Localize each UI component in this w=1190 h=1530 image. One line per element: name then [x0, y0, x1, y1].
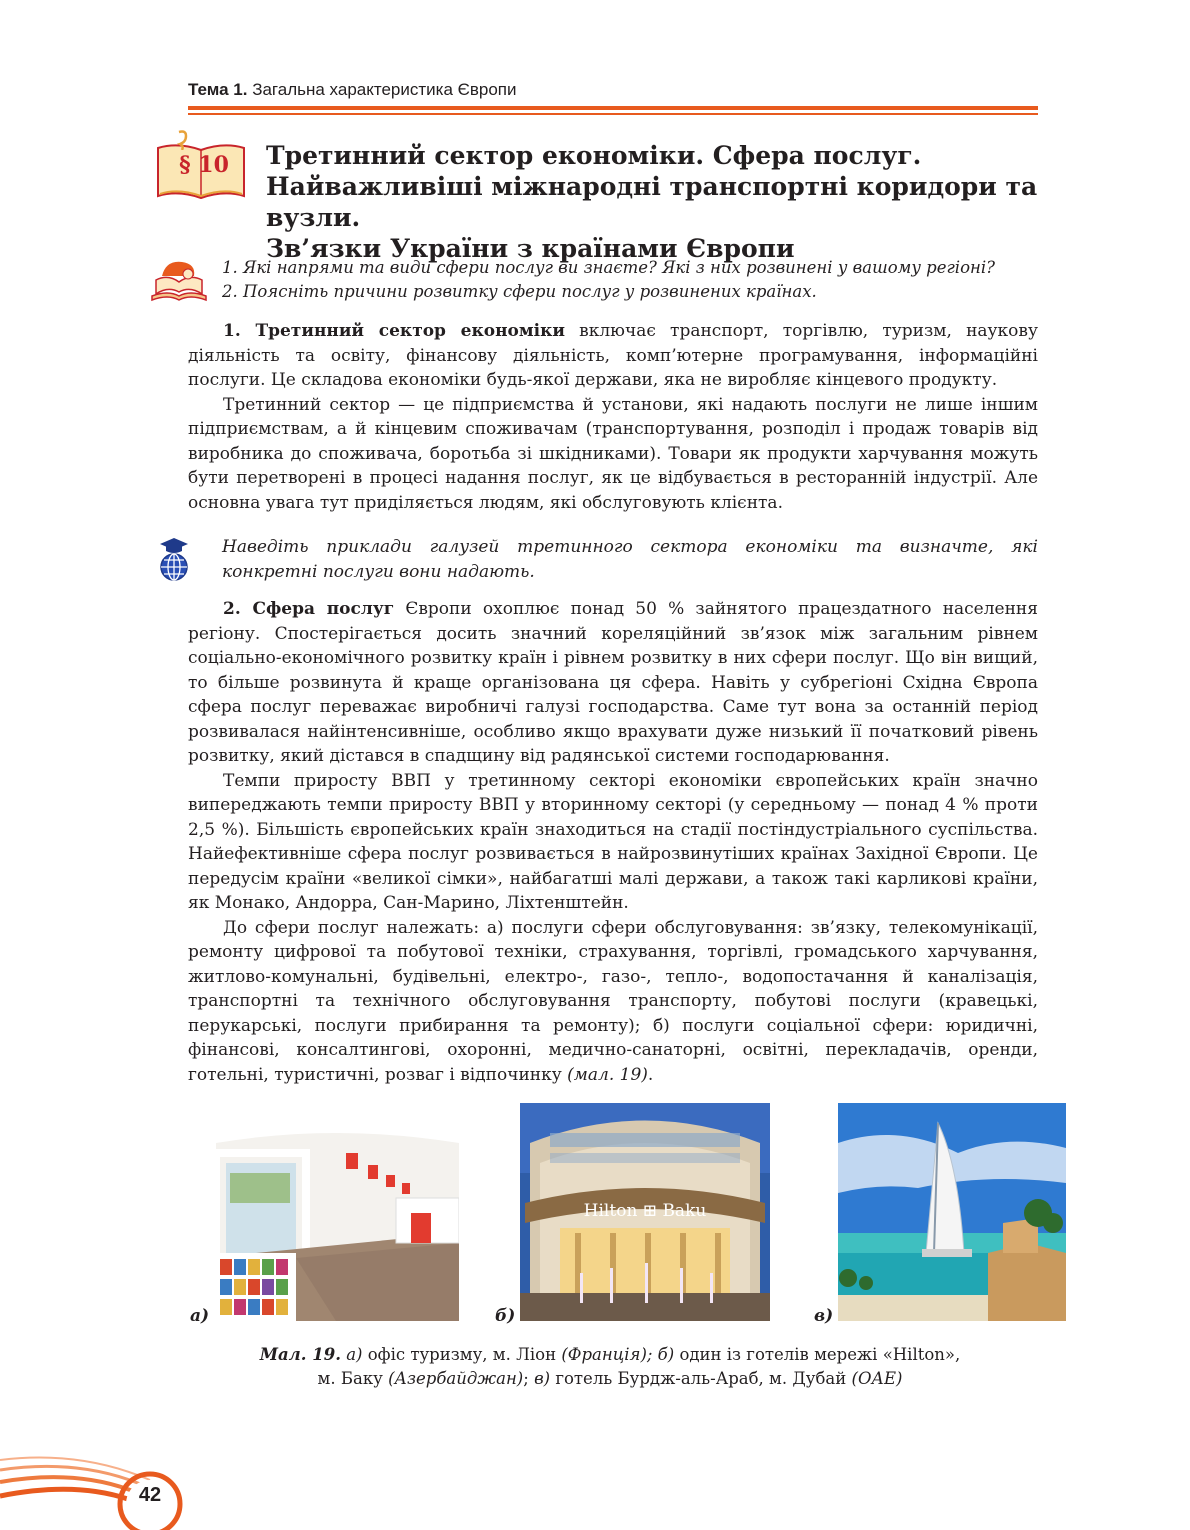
caption-b-text: один із готелів мережі «Hilton», [674, 1345, 961, 1364]
paragraph-1-heading: 1. Третинний сектор економіки [223, 321, 565, 341]
figure-reference: (мал. 19) [567, 1064, 648, 1085]
header-rule [188, 106, 1038, 110]
section-number: § 10 [179, 152, 229, 178]
paragraph-1 [188, 319, 1038, 393]
bookmark-icon [176, 130, 190, 150]
photo-label-c: в) [814, 1306, 834, 1326]
caption-a-marker: а) [340, 1345, 363, 1364]
burj-al-arab-image [838, 1103, 1066, 1321]
photo-hilton-baku [520, 1103, 770, 1321]
photo-label-b: б) [495, 1306, 516, 1326]
page-number: 42 [138, 1484, 162, 1506]
caption-c-country: (ОАЕ) [851, 1369, 903, 1388]
caption-c-marker: в) [534, 1369, 551, 1388]
text-block-1 [188, 319, 1038, 515]
paragraph-3-text: Європи охоплює понад 50 % зайнятого працездатного населення регіону. Спостерігається досить значний кореляційний зв’язок між загальним рівнем соціально-економічного розвитку країн і рівнем розвитку в них сфери послуг. Що він вищий, то більше розвинута й краще організована ця сфера. Навіть у субрегіоні Східна Європа сфера послуг переважає виробничі галузі господарства. Саме тут вона за останній період розвивалася найінтенсивніше, особливо якщо врахувати дуже низький її початковий рівень розвитку, який дістався в спадщину від радянської системи господарювання. [188, 599, 1038, 766]
hilton-baku-image [520, 1103, 770, 1321]
paragraph-5-text: До сфери послуг належать: а) послуги сфери обслуговування: зв’язку, телекомунікації, ремонту цифрової та побутової техніки, страхування, торгівлі, громадського харчування, житлово-комунальні, будівельні, електро-, газо-, тепло-, водопостачання й каналізація, транспортні та технічного обслуговування транспорту, побутові послуги (кравецькі, перукарські, послуги прибирання та ремонту); б) послуги соціальної сфери: юридичні, фінансові, консалтингові, охоронні, медично-санаторні, освітні, перекладачів, оренди, готельні, туристичні, розваг і відпочинку [188, 917, 1038, 1085]
caption-separator: ; [523, 1369, 535, 1388]
paragraph-3-heading: 2. Сфера послуг [223, 599, 395, 619]
section-badge [156, 130, 248, 200]
figure-caption [250, 1343, 970, 1391]
title-line-1: Третинний сектор економіки. Сфера послуг. [266, 141, 922, 170]
photo-burj-al-arab [838, 1103, 1066, 1321]
text-block-2 [188, 597, 1038, 1087]
lesson-title [266, 140, 1056, 264]
photo-label-a: а) [190, 1306, 210, 1326]
topic-title: Загальна характеристика Європи [247, 80, 517, 99]
tourism-office-image [216, 1103, 459, 1321]
hotel-sign: Hilton ⊞ Baku [583, 1201, 707, 1221]
paragraph-3 [188, 597, 1038, 769]
question-item: 1. Які напрями та види сфери послуг ви знаєте? Які з них розвинені у вашому регіоні? [222, 258, 996, 277]
caption-figure-number: Мал. 19. [259, 1345, 341, 1364]
caption-a-text: офіс туризму, м. Ліон [362, 1345, 562, 1364]
photo-tourism-office [216, 1103, 459, 1321]
topic-label: Тема 1. [188, 80, 248, 99]
caption-b-country: (Азербайджан) [388, 1369, 524, 1388]
paragraph-2: Третинний сектор — це підприємства й установи, які надають послуги не лише іншим підприємствам, а й кінцевим споживачам (транспортування, розподіл і продаж товарів від виробника до споживача, боротьба зі шкідниками). Товари як продукти харчування можуть бути перетворені в процесі надання послуг, як це відбувається в ресторанній індустрії. Але основна увага тут приділяється людям, які обслуговують клієнта. [188, 394, 1038, 513]
title-line-3: Зв’язки України з країнами Європи [266, 234, 795, 263]
questions-list [222, 256, 1052, 304]
paragraph-5-end: . [647, 1064, 654, 1085]
task-text: Наведіть приклади галузей третинного сектора економіки та визначте, які конкретні послуги вони надають. [222, 537, 1038, 582]
question-item: 2. Поясніть причини розвитку сфери послуг у розвинених країнах. [222, 282, 817, 301]
caption-b-city: м. Баку [317, 1369, 389, 1388]
header-rule-thin [188, 113, 1038, 115]
paragraph-1-text: включає транспорт, торгівлю, туризм, наукову діяльність та освіту, фінансову діяльність, комп’ютерне програмування, інформаційні послуги. Це складова економіки будь-якої держави, яка не виробляє кінцевого продукту. [188, 321, 1038, 390]
title-line-2: Найважливіші міжнародні транспортні коридори та вузли. [266, 172, 1038, 232]
running-header [188, 80, 517, 100]
paragraph-5 [188, 916, 1038, 1088]
caption-c-text: готель Бурдж-аль-Араб, м. Дубай [550, 1369, 852, 1388]
footer-swoosh-decoration [0, 1440, 230, 1530]
globe-graduation-icon [154, 534, 194, 582]
paragraph-4: Темпи приросту ВВП у третинному секторі економіки європейських країн значно випереджають темпи приросту ВВП у вторинному секторі (у середньому — понад 4 % проти 2,5 %). Більшість європейських країн знаходиться на стадії постіндустріального суспільства. Найефективніше сфера послуг розвивається в найрозвинутіших країнах Західної Європи. Це передусім країни «великої сімки», найбагатші малі держави, а також такі карликові країни, як Монако, Андорра, Сан-Марино, Ліхтенштейн. [188, 770, 1038, 913]
caption-a-country: (Франція); б) [561, 1345, 675, 1364]
thinking-book-icon [148, 256, 210, 302]
